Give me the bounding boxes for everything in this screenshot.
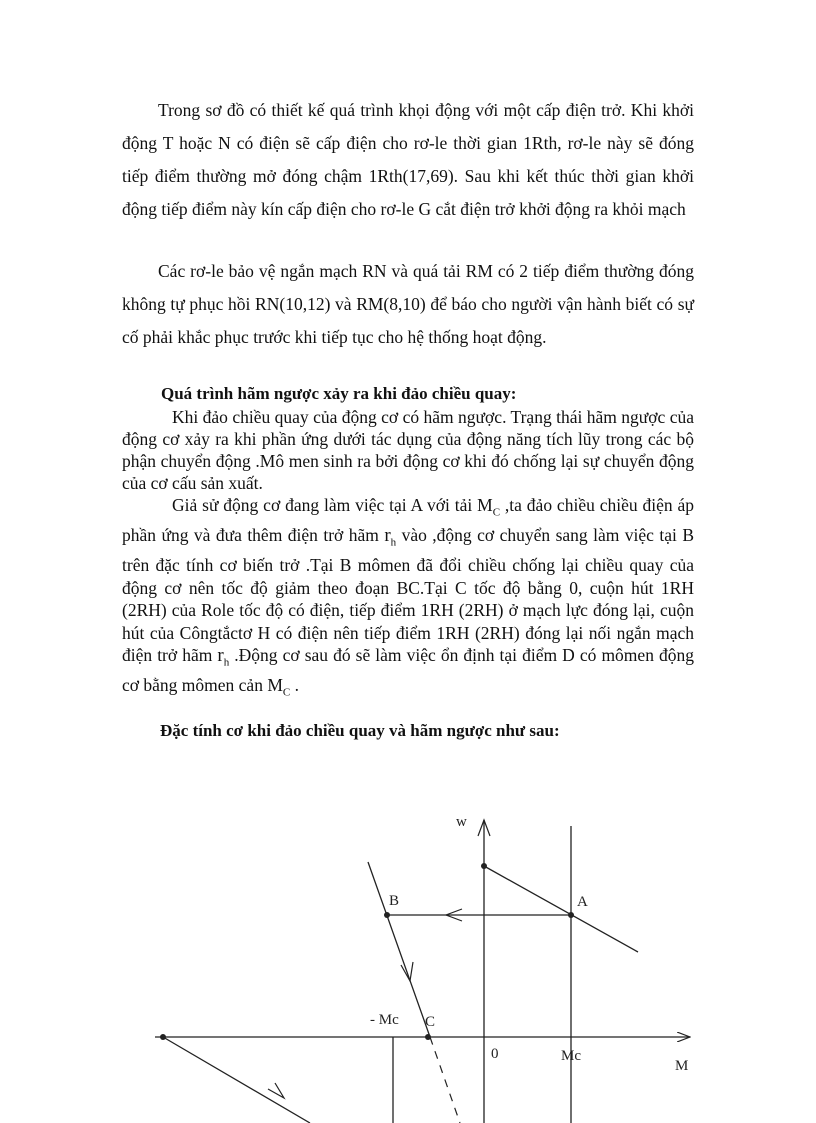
label-a: A bbox=[577, 894, 588, 910]
label-mc: Mc bbox=[561, 1048, 581, 1064]
rheostat-extension-dashed bbox=[430, 1037, 460, 1123]
paragraph-start-process: Trong sơ đồ có thiết kế quá trình khọi động với một cấp điện trở. Khi khởi động T hoặc N có điện sẽ cấp điện cho rơ-le thời gian 1Rth, rơ-le này sẽ đóng tiếp điểm thường mở đóng chậm 1Rth(17,69). Sau khi kết thúc thời gian khởi động tiếp điểm này kín cấp điện cho rơ-le G cắt điện trở khởi động ra khỏi mạch bbox=[122, 100, 694, 219]
paragraph-protection-relays: Các rơ-le bảo vệ ngắn mạch RN và quá tải RM có 2 tiếp điểm thường đóng không tự phục hồi RN(10,12) và RM(8,10) để báo cho người vận hành biết có sự cố phải khắc phục trước khi tiếp tục cho hệ thống hoạt động. bbox=[122, 261, 694, 347]
label-w: w bbox=[456, 814, 467, 830]
label-m: M bbox=[675, 1058, 689, 1074]
label-c: C bbox=[425, 1014, 436, 1030]
rheostat-characteristic bbox=[368, 862, 430, 1037]
point-w0 bbox=[481, 863, 487, 869]
heading-characteristic: Đặc tính cơ khi đảo chiều quay và hãm ngược như sau: bbox=[160, 721, 560, 740]
point-reverse-start bbox=[160, 1034, 166, 1040]
reverse-characteristic bbox=[163, 1037, 310, 1123]
paragraph-braking-process: Giả sử động cơ đang làm việc tại A với tải $M_C$ ,ta đảo chiều chiều điện áp phần ứng và đưa thêm điện trở hãm $r_h$ vào ,động cơ chuyển sang làm việc tại B trên đặc tính cơ biến trở .Tại B mômen đã đổi chiều chống lại chiều quay của động cơ nên tốc độ giảm theo đoạn BC.Tại C tốc độ bằng 0, cuộn hút 1RH (2RH) của Role tốc độ có điện, tiếp điểm 1RH (2RH) ở mạch lực đóng lại, cuộn hút của Côngtắctơ H có điện nên tiếp điểm 1RH (2RH) đóng lại nối ngắn mạch điện trở hãm $r_h$ .Động cơ sau đó sẽ làm việc ổn định tại điểm D có mômen động cơ bằng mômen cản $M_C$ . bbox=[122, 495, 695, 699]
reverse-arrow bbox=[268, 1083, 284, 1098]
label-b: B bbox=[389, 893, 400, 909]
natural-characteristic bbox=[484, 866, 638, 952]
label-zero: 0 bbox=[491, 1046, 499, 1062]
label-neg-mc: - Mc bbox=[370, 1012, 399, 1028]
heading-reverse-braking: Quá trình hãm ngược xảy ra khi đảo chiều quay: bbox=[161, 384, 517, 403]
point-c bbox=[425, 1034, 431, 1040]
paragraph-reverse-braking: Khi đảo chiều quay của động cơ có hãm ngược. Trạng thái hãm ngược của động cơ xảy ra khi phần ứng dưới tác dụng của động năng tích lũy trong các bộ phận chuyển động .Mô men sinh ra bởi động cơ khi đó chống lại sự chuyển động của cơ cấu sản xuất. bbox=[122, 407, 694, 493]
